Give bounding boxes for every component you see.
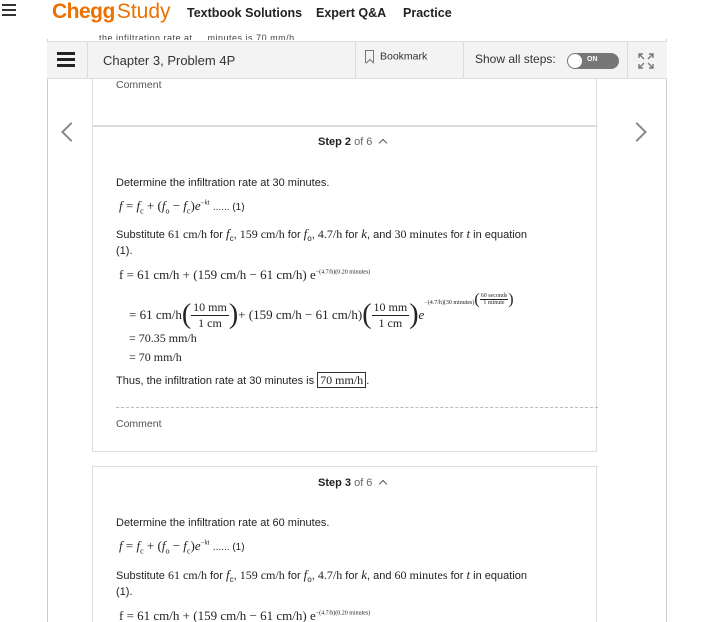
answer-box: 70 mm/h — [317, 372, 366, 388]
collapse-icon — [379, 139, 387, 147]
step-3-header[interactable]: Step 3 of 6 — [318, 477, 386, 489]
comment-link[interactable]: Comment — [116, 79, 162, 91]
step-3-substitute: Substitute 61 cm/h for $f_c$, 159 cm/h for $f_o$, 4.7/h for k, and 60 minutes for t in equation — [116, 567, 527, 585]
step-2-header[interactable]: Step 2 of 6 — [318, 136, 386, 148]
step-1-card — [92, 79, 597, 126]
comment-link[interactable]: Comment — [116, 418, 162, 430]
step-2-line-1: f = 61 cm/h + (159 cm/h − 61 cm/h) $e^{-(4.7/h)(0.20 minutes)}$ — [119, 267, 371, 282]
list-icon[interactable] — [57, 52, 75, 68]
top-nav — [0, 0, 728, 28]
bookmark-button[interactable]: Bookmark — [365, 50, 427, 63]
step-2-substitute: Substitute 61 cm/h for $f_c$, 159 cm/h for $f_o$, 4.7/h for k, and 30 minutes for t in equation — [116, 226, 527, 244]
nav-practice[interactable]: Practice — [403, 6, 452, 20]
nav-expert-qa[interactable]: Expert Q&A — [316, 6, 387, 20]
step-2-line-4: = 70 mm/h — [129, 350, 182, 364]
step-2-intro: Determine the infiltration rate at 30 minutes. — [116, 177, 330, 189]
step-2-conclusion: Thus, the infiltration rate at 30 minutes is 70 mm/h . — [116, 373, 370, 387]
collapse-icon — [379, 480, 387, 488]
step-2-card: Step 2 of 6 Determine the infiltration rate at 30 minutes. $f = f_c + (f_o - f_c)e^{-kt}$ ...... (1) Substitute 61 cm/h for $f_c$, 159 cm/h for $f_o$, 4.7/h for k, and 30 minutes for t in equation (1). f = 61 cm/h + (159 cm/h − 61 cm/h) $e^{-(4.7/h)(0.20 minutes)}$ = 61 cm/h( $\frac{10 mm}{1 cm}$ )+ (159 cm/h − 61 cm/h)( $\frac{10 mm}{1 cm}$ )$e^{-(4.7/h)(30 minutes)}$( $\frac{\text{60 seconds}}{\text{1 minute}}$ ) = 70.35 mm/h = 70 mm/h Thus, the infiltration rate at 30 minutes is 70 mm/h . Comment — [92, 126, 597, 452]
nav-textbook-solutions[interactable]: Textbook Solutions — [187, 6, 303, 20]
show-all-steps-toggle[interactable]: ON — [567, 53, 619, 69]
chapter-title: Chapter 3, Problem 4P — [103, 53, 236, 68]
expand-icon[interactable] — [637, 52, 655, 70]
step-2-line-2: = 61 cm/h( $\frac{10 mm}{1 cm}$ )+ (159 cm/h − 61 cm/h)( $\frac{10 mm}{1 cm}$ )$e^{-(4.7/h)(30 minutes)}$( $\frac{\text{60 seconds}}{\text{1 minute}}$ ) — [129, 291, 514, 331]
step-3-formula: $f = f_c + (f_o - f_c)e^{-kt}$ ...... (1) — [119, 538, 245, 556]
step-3-card: Step 3 of 6 Determine the infiltration rate at 60 minutes. $f = f_c + (f_o - f_c)e^{-kt}$ ...... (1) Substitute 61 cm/h for $f_c$, 159 cm/h for $f_o$, 4.7/h for k, and 60 minutes for t in equation (1). f = 61 cm/h + (159 cm/h − 61 cm/h) $e^{-(4.7/h)(0.20 minutes)}$ — [92, 466, 597, 622]
menu-icon[interactable] — [2, 4, 16, 16]
step-3-intro: Determine the infiltration rate at 60 minutes. — [116, 517, 330, 529]
step-2-line-3: = 70.35 mm/h — [129, 331, 197, 345]
chegg-study-logo[interactable]: CheggStudy — [52, 0, 171, 23]
solution-header — [47, 41, 667, 79]
show-all-steps-label: Show all steps: — [475, 52, 556, 66]
bookmark-icon — [365, 50, 374, 63]
step-3-line-1: f = 61 cm/h + (159 cm/h − 61 cm/h) $e^{-(4.7/h)(0.20 minutes)}$ — [119, 608, 371, 622]
step-2-formula: $f = f_c + (f_o - f_c)e^{-kt}$ ...... (1) — [119, 198, 245, 216]
truncated-text: ...the infiltration rate at ... minutes is 70 mm/h — [90, 33, 295, 40]
